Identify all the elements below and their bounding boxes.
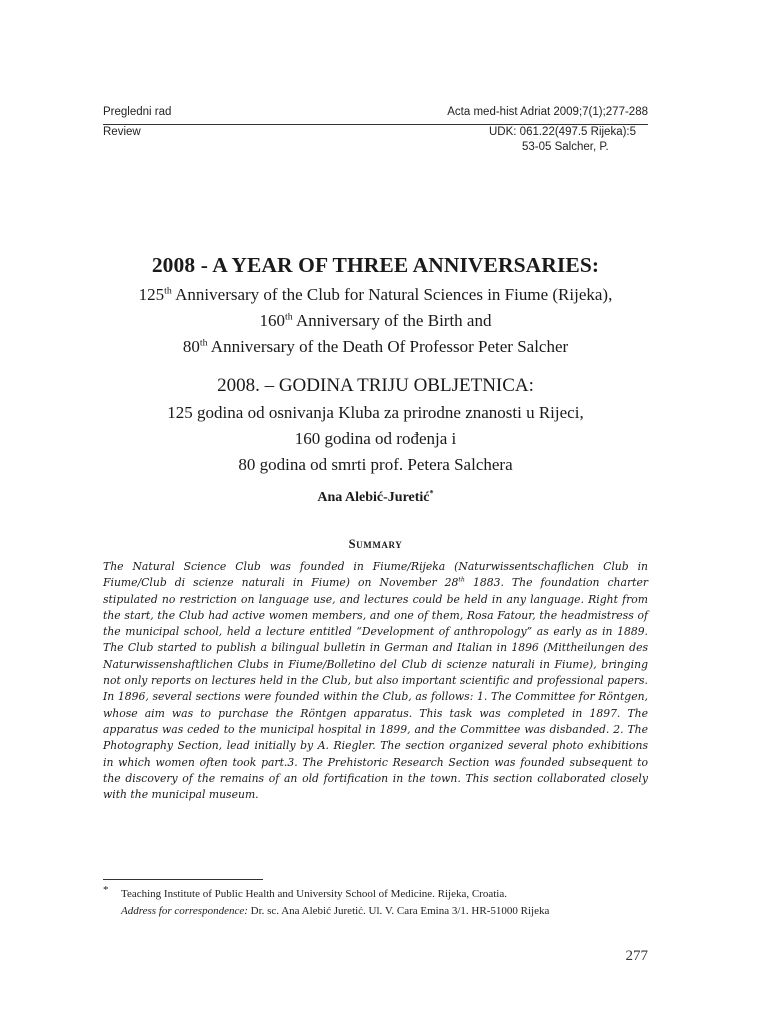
udk-line-1: UDK: 061.22(497.5 Rijeka):5 xyxy=(489,126,637,138)
english-title: 2008 - A YEAR OF THREE ANNIVERSARIES: xyxy=(151,253,600,277)
croatian-subtitle-line-2: 160 godina od rođenja i xyxy=(294,429,457,448)
croatian-subtitle xyxy=(103,400,648,478)
footnote-mark: * xyxy=(103,884,109,896)
udk-classification xyxy=(489,125,636,155)
article-type-croatian: Pregledni rad xyxy=(103,106,172,118)
english-subtitle xyxy=(103,282,648,360)
summary-text: The Natural Science Club was founded in Fiume/Rijeka (Naturwissentschaflichen Club in Fiume/Club di scienze naturali in Fiume) on November 28th 1883. The foundation charter stipulated no restriction on language use, and lectures could be held in any language. Right from the start, the Club had active women members, and one of them, Rosa Fatour, the headmistress of the municipal school, held a lecture entitled “Development of anthropology” as early as in 1889. The Club started to publish a bilingual bulletin in German and Italian in 1896 (Mittheilungen des Naturwissenshaftlichen Clubs in Fiume/Bolletino del Club di scienze naturali in Fiume), bringing not only reports on lectures held in the Club, but also important scientific and professional papers. In 1896, several sections were founded within the Club, as follows: 1. The Committee for Röntgen, whose aim was to purchase the Röntgen apparatus. This task was completed in 1897. The apparatus was ceded to the municipal hospital in 1899, and the Committee was disbanded. 2. The Photography Section, lead initially by A. Riegler. The section organized several photo exhibitions in which women often took part.3. The Prehistoric Research Section was founded subsequent to the discovery of the remains of an old fortification in the town. This section collaborated closely with the municipal museum. xyxy=(103,560,649,802)
udk-line-2: 53-05 Salcher, P. xyxy=(522,141,609,153)
page-number: 277 xyxy=(625,948,648,964)
english-subtitle-line-1: 125th Anniversary of the Club for Natural Sciences in Fiume (Rijeka), xyxy=(138,285,613,304)
footnote-divider xyxy=(103,879,263,880)
article-type-english: Review xyxy=(103,126,141,138)
footnote-affiliation: Teaching Institute of Public Health and University School of Medicine. Rijeka, Croatia. xyxy=(121,888,507,900)
footnote-address: Address for correspondence: Dr. sc. Ana Alebić Juretić. Ul. V. Cara Emina 3/1. HR-51000 Rijeka xyxy=(121,905,550,917)
croatian-subtitle-line-1: 125 godina od osnivanja Kluba za prirodne znanosti u Rijeci, xyxy=(167,403,584,422)
footnote xyxy=(121,886,648,920)
croatian-title: 2008. – GODINA TRIJU OBLJETNICA: xyxy=(217,375,534,396)
author-name: Ana Alebić-Juretić* xyxy=(317,488,434,505)
croatian-subtitle-line-3: 80 godina od smrti prof. Petera Salchera xyxy=(238,455,513,474)
summary-heading: Summary xyxy=(348,537,403,551)
english-subtitle-line-3: 80th Anniversary of the Death Of Professor Peter Salcher xyxy=(182,337,569,356)
english-subtitle-line-2: 160th Anniversary of the Birth and xyxy=(259,311,492,330)
journal-citation: Acta med-hist Adriat 2009;7(1);277-288 xyxy=(447,106,648,118)
author-footnote-mark: * xyxy=(429,488,434,498)
